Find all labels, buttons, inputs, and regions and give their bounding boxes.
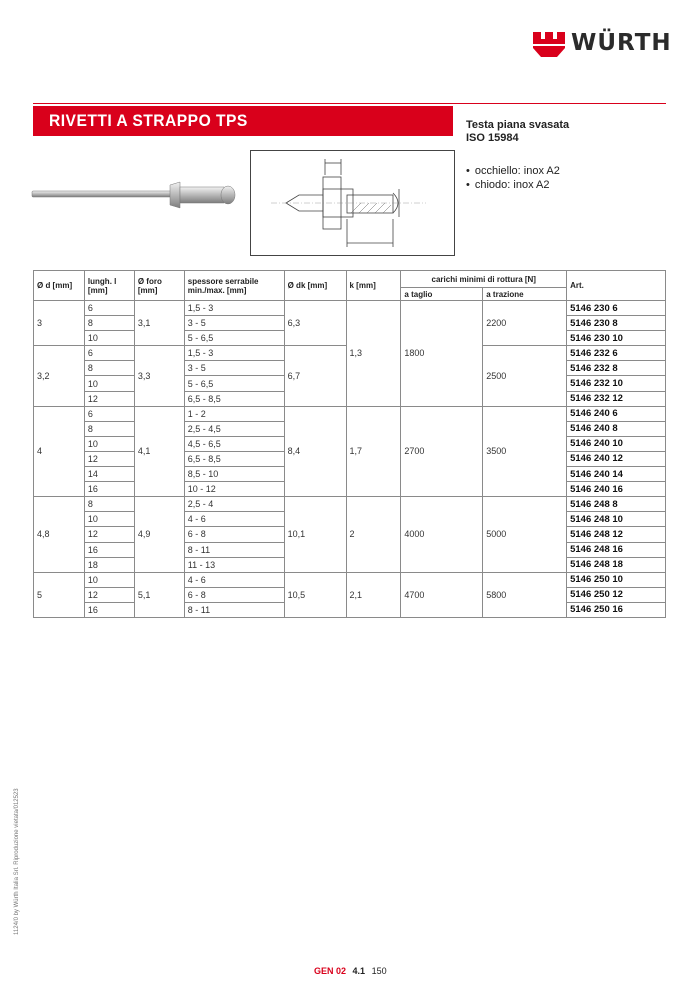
wurth-logo [532, 28, 672, 60]
cell-length: 10 [84, 436, 134, 451]
header-art: Art. [567, 271, 666, 301]
title-banner [33, 106, 453, 136]
cell-art: 5146 232 10 [567, 376, 666, 391]
cell-length: 10 [84, 512, 134, 527]
cell-hole: 3,3 [134, 346, 184, 406]
cell-grip-range: 8 - 11 [184, 602, 284, 617]
cell-d: 3 [34, 301, 85, 346]
cell-tension: 5000 [483, 497, 567, 572]
table-row [34, 497, 666, 512]
rivet-photo [30, 178, 245, 212]
cell-length: 6 [84, 301, 134, 316]
cell-length: 14 [84, 467, 134, 482]
cell-art: 5146 240 14 [567, 467, 666, 482]
cell-dk: 10,1 [284, 497, 346, 572]
cell-length: 10 [84, 572, 134, 587]
feature-item: • occhiello: inox A2 [466, 164, 560, 178]
cell-k: 2 [346, 497, 401, 572]
copyright-note: 1124/0 by Würth Italia Srl. Riproduzione vietata/012523 [14, 788, 20, 935]
cell-grip-range: 6 - 8 [184, 587, 284, 602]
cell-art: 5146 248 8 [567, 497, 666, 512]
cell-d: 3,2 [34, 346, 85, 406]
rivet-cross-section-diagram [251, 151, 454, 255]
cell-art: 5146 230 6 [567, 301, 666, 316]
feature-item: • chiodo: inox A2 [466, 178, 560, 192]
table-row [34, 572, 666, 587]
cell-grip-range: 4 - 6 [184, 572, 284, 587]
wurth-emblem-icon [532, 28, 566, 58]
cell-k: 1,3 [346, 301, 401, 407]
cell-grip-range: 1,5 - 3 [184, 301, 284, 316]
cell-tension: 2500 [483, 346, 567, 406]
cell-tension: 5800 [483, 572, 567, 617]
cell-dk: 10,5 [284, 572, 346, 617]
cell-k: 1,7 [346, 406, 401, 497]
cell-length: 12 [84, 587, 134, 602]
brand-name: WÜRTH [571, 30, 672, 56]
cell-length: 12 [84, 527, 134, 542]
header-rule [33, 103, 666, 104]
cell-length: 16 [84, 542, 134, 557]
table-row [34, 301, 666, 316]
cell-dk: 6,3 [284, 301, 346, 346]
header-d: Ø d [mm] [34, 271, 85, 301]
cell-length: 8 [84, 421, 134, 436]
footer-page-number: 150 [371, 966, 387, 976]
cell-art: 5146 232 12 [567, 391, 666, 406]
subtitle-line-2: ISO 15984 [466, 132, 519, 144]
cell-grip-range: 1,5 - 3 [184, 346, 284, 361]
cell-grip-range: 6 - 8 [184, 527, 284, 542]
cell-art: 5146 248 18 [567, 557, 666, 572]
header-k: k [mm] [346, 271, 401, 301]
header-loads: carichi minimi di rottura [N] [401, 271, 567, 288]
cell-d: 4,8 [34, 497, 85, 572]
cell-art: 5146 232 6 [567, 346, 666, 361]
cell-length: 12 [84, 451, 134, 466]
cell-grip-range: 4 - 6 [184, 512, 284, 527]
cell-grip-range: 11 - 13 [184, 557, 284, 572]
table-row [34, 406, 666, 421]
technical-drawing [250, 150, 455, 256]
cell-grip-range: 4,5 - 6,5 [184, 436, 284, 451]
page-title: RIVETTI A STRAPPO TPS [49, 111, 248, 130]
header-dk: Ø dk [mm] [284, 271, 346, 301]
cell-tension: 2200 [483, 301, 567, 346]
cell-grip-range: 6,5 - 8,5 [184, 451, 284, 466]
cell-shear: 4700 [401, 572, 483, 617]
cell-art: 5146 248 16 [567, 542, 666, 557]
header-grip-range: spessore serrabile min./max. [mm] [184, 271, 284, 301]
page-footer [314, 966, 387, 976]
cell-art: 5146 232 8 [567, 361, 666, 376]
cell-d: 4 [34, 406, 85, 497]
cell-shear: 2700 [401, 406, 483, 497]
header-tension: a trazione [483, 288, 567, 301]
cell-grip-range: 3 - 5 [184, 361, 284, 376]
cell-hole: 5,1 [134, 572, 184, 617]
cell-dk: 6,7 [284, 346, 346, 406]
cell-d: 5 [34, 572, 85, 617]
cell-length: 10 [84, 331, 134, 346]
cell-art: 5146 230 10 [567, 331, 666, 346]
header-hole: Ø foro [mm] [134, 271, 184, 301]
footer-chapter: 4.1 [352, 966, 366, 976]
cell-art: 5146 250 12 [567, 587, 666, 602]
header-shear: a taglio [401, 288, 483, 301]
cell-grip-range: 2,5 - 4 [184, 497, 284, 512]
footer-section: GEN 02 [314, 966, 347, 976]
cell-grip-range: 2,5 - 4,5 [184, 421, 284, 436]
feature-list [466, 164, 560, 192]
cell-hole: 3,1 [134, 301, 184, 346]
subtitle-line-1: Testa piana svasata [466, 119, 570, 131]
cell-length: 12 [84, 391, 134, 406]
cell-hole: 4,1 [134, 406, 184, 497]
cell-shear: 1800 [401, 301, 483, 407]
cell-length: 6 [84, 346, 134, 361]
cell-art: 5146 248 10 [567, 512, 666, 527]
cell-grip-range: 8 - 11 [184, 542, 284, 557]
cell-k: 2,1 [346, 572, 401, 617]
cell-art: 5146 240 10 [567, 436, 666, 451]
cell-grip-range: 5 - 6,5 [184, 331, 284, 346]
cell-dk: 8,4 [284, 406, 346, 497]
cell-art: 5146 240 16 [567, 482, 666, 497]
cell-grip-range: 1 - 2 [184, 406, 284, 421]
cell-shear: 4000 [401, 497, 483, 572]
cell-art: 5146 240 6 [567, 406, 666, 421]
cell-hole: 4,9 [134, 497, 184, 572]
cell-tension: 3500 [483, 406, 567, 497]
cell-length: 8 [84, 361, 134, 376]
cell-grip-range: 10 - 12 [184, 482, 284, 497]
cell-grip-range: 6,5 - 8,5 [184, 391, 284, 406]
cell-art: 5146 230 8 [567, 316, 666, 331]
header-length: lungh. l [mm] [84, 271, 134, 301]
cell-length: 18 [84, 557, 134, 572]
cell-length: 16 [84, 602, 134, 617]
cell-grip-range: 8,5 - 10 [184, 467, 284, 482]
cell-art: 5146 248 12 [567, 527, 666, 542]
cell-art: 5146 250 10 [567, 572, 666, 587]
subtitle [466, 119, 569, 145]
cell-grip-range: 3 - 5 [184, 316, 284, 331]
cell-grip-range: 5 - 6,5 [184, 376, 284, 391]
cell-art: 5146 240 12 [567, 451, 666, 466]
cell-length: 10 [84, 376, 134, 391]
cell-length: 6 [84, 406, 134, 421]
cell-art: 5146 240 8 [567, 421, 666, 436]
cell-length: 16 [84, 482, 134, 497]
spec-table [33, 270, 666, 618]
cell-length: 8 [84, 497, 134, 512]
cell-art: 5146 250 16 [567, 602, 666, 617]
cell-length: 8 [84, 316, 134, 331]
